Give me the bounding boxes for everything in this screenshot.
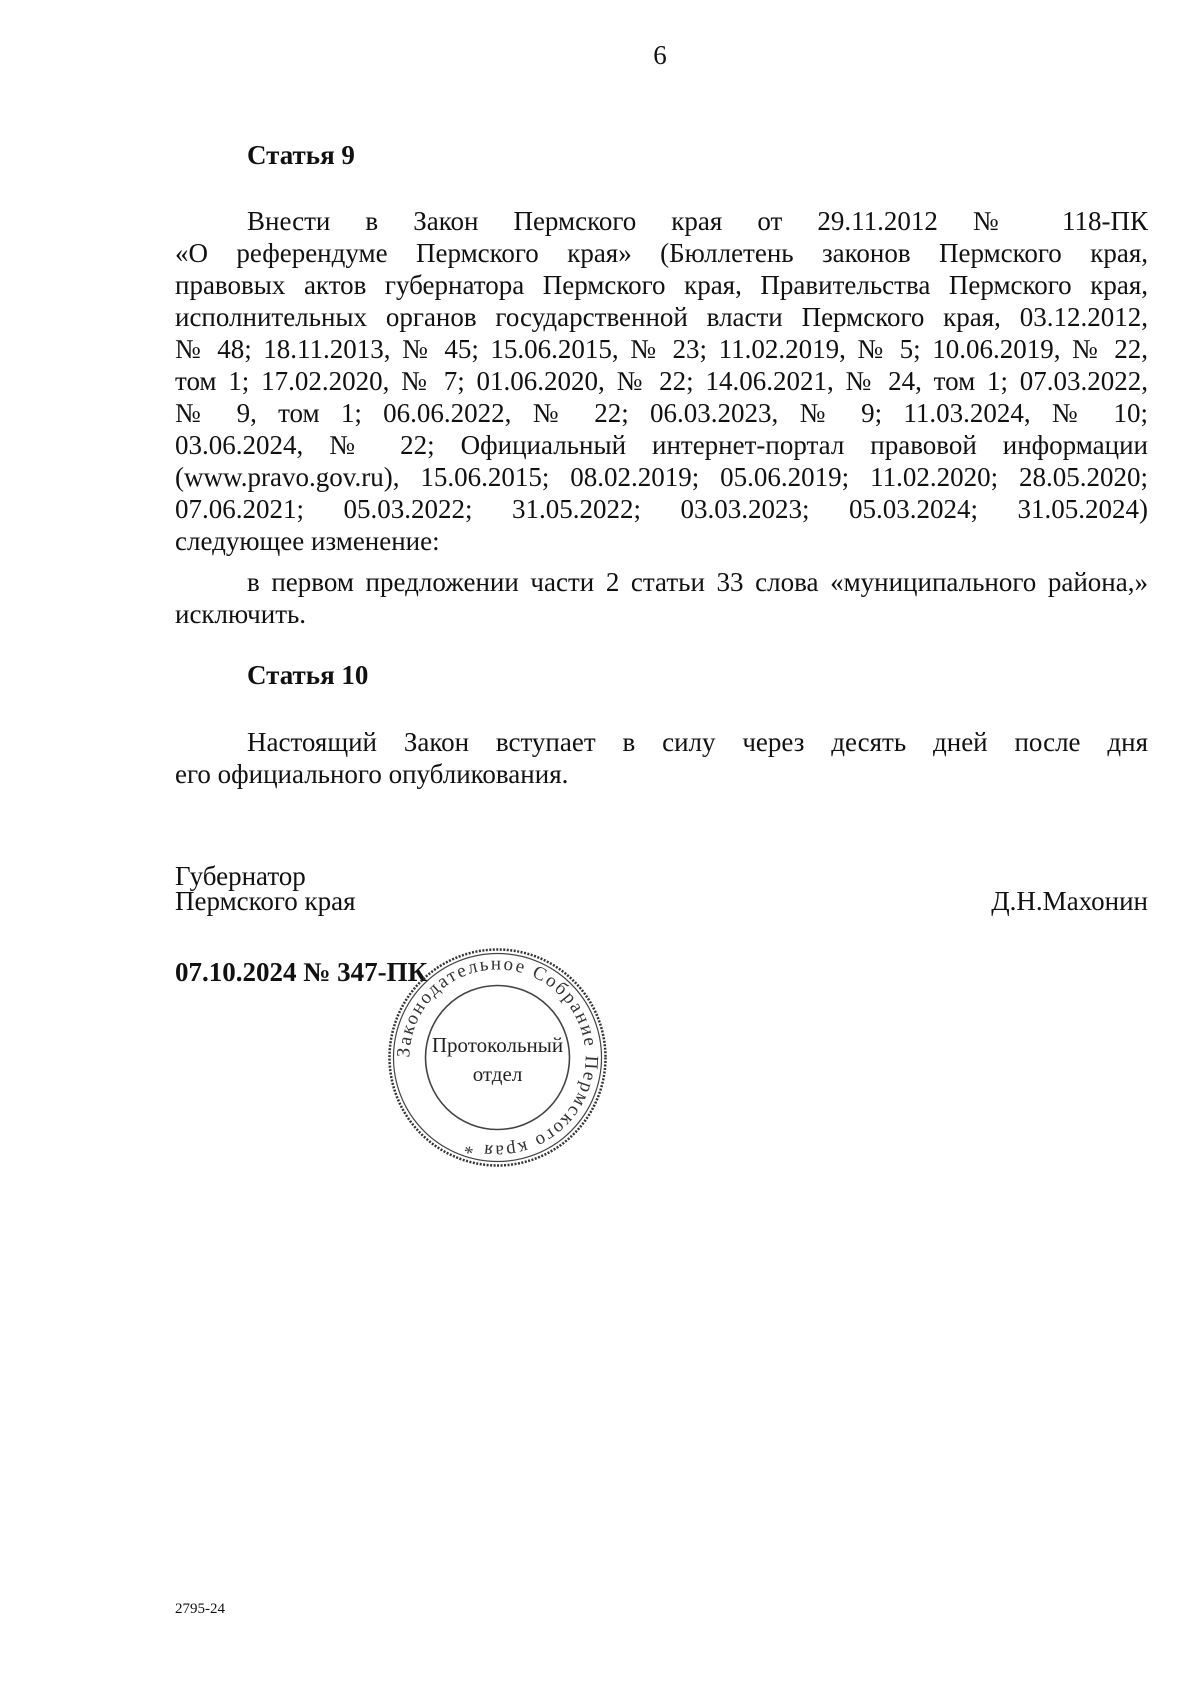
page-number: 6 [653,40,667,70]
signature-position-line: Пермского края [175,886,356,916]
law-date-number: 07.10.2024 № 347-ПК [175,957,428,987]
article-10-line: его официального опубликования. [175,759,569,789]
article-9-line: № 48; 18.11.2013, № 45; 15.06.2015, № 23; 11.02.2019, № 5; 10.06.2019, № 22, [175,334,1148,364]
article-9-line: Внести в Закон Пермского края от 29.11.2012 № 118-ПК [247,206,1148,236]
seal-center-line: Протокольный [431,1033,564,1057]
article-9-amendment [175,566,1148,630]
seal-center-text [385,1031,610,1089]
article-9-line: (www.pravo.gov.ru), 15.06.2015; 08.02.2019; 05.06.2019; 11.02.2020; 28.05.2020; [175,462,1148,492]
signature-name: Д.Н.Махонин [991,886,1148,916]
amendment-line: исключить. [175,599,307,629]
official-seal [385,945,610,1170]
article-10-heading: Статья 10 [247,660,369,690]
article-9-line: 07.06.2021; 05.03.2022; 31.05.2022; 03.03.2023; 05.03.2024; 31.05.2024) [175,494,1148,524]
amendment-line: в первом предложении части 2 статьи 33 слова «муниципального района,» [247,567,1148,597]
article-9-heading: Статья 9 [247,140,355,170]
signature-position-line: Губернатор [175,861,306,891]
article-9-line: том 1; 17.02.2020, № 7; 01.06.2020, № 22; 14.06.2021, № 24, том 1; 07.03.2022, [175,366,1148,396]
article-9-line: «О референдуме Пермского края» (Бюллетень законов Пермского края, [175,238,1148,268]
article-10-line: Настоящий Закон вступает в силу через десять дней после дня [247,727,1148,757]
article-9-line: правовых актов губернатора Пермского края, Правительства Пермского края, [175,270,1148,300]
signature-position [175,861,356,916]
article-9-line: № 9, том 1; 06.06.2022, № 22; 06.03.2023, № 9; 11.03.2024, № 10; [175,398,1148,428]
article-9-line: исполнительных органов государственной власти Пермского края, 03.12.2012, [175,302,1148,332]
document-code: 2795-24 [175,1601,225,1617]
article-9-body [175,205,1148,557]
seal-center-line: отдел [472,1062,523,1086]
article-9-line: 03.06.2024, № 22; Официальный интернет-портал правовой информации [175,430,1148,460]
article-9-line: следующее изменение: [175,526,440,556]
seal-ring-text: Законодательное Собрание Пермского края * [393,953,602,1162]
article-10-body [175,726,1148,790]
